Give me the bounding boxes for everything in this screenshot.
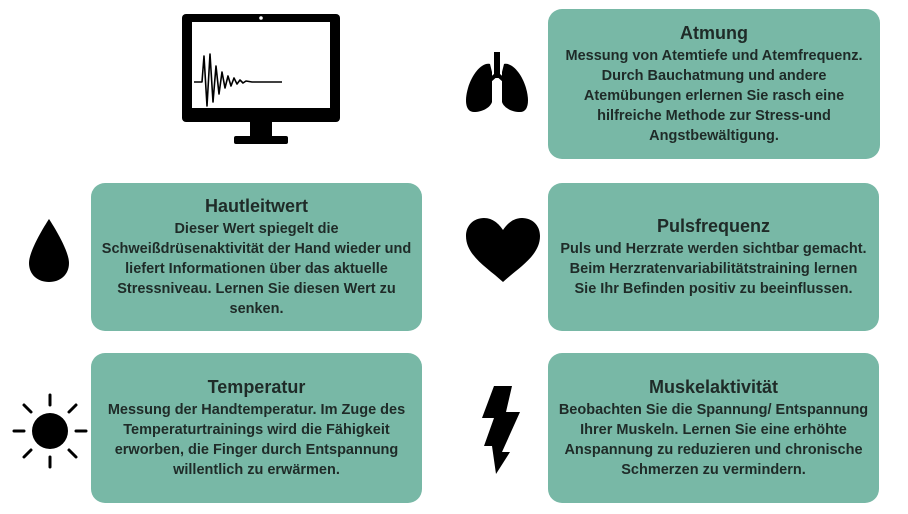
card-text: Beobachten Sie die Spannung/ Entspannung Ihrer Muskeln. Lernen Sie eine erhöhte Anspannung zu reduzieren und chronische Schmerzen zu vermindern.	[558, 402, 869, 478]
card-text: Puls und Herzrate werden sichtbar gemacht. Beim Herzratenvariabilitätstraining lernen Sie Ihr Befinden positiv zu beeinflussen.	[560, 241, 867, 297]
lightning-bolt-icon	[480, 386, 528, 474]
card-pulsfrequenz	[548, 183, 879, 331]
sun-icon	[12, 393, 88, 469]
card-temperatur	[91, 353, 422, 503]
lungs-icon	[464, 52, 530, 114]
card-title: Atmung	[680, 23, 748, 43]
card-atmung	[548, 9, 880, 159]
monitor-icon	[182, 14, 340, 146]
droplet-icon	[27, 219, 71, 283]
card-title: Muskelaktivität	[648, 377, 779, 397]
card-title: Temperatur	[207, 377, 306, 397]
card-text: Dieser Wert spiegelt die Schweißdrüsenaktivität der Hand wieder und liefert Informationen über das aktuelle Stressniveau. Lernen Sie diesen Wert zu senken.	[101, 221, 412, 317]
card-text: Messung von Atemtiefe und Atemfrequenz. Durch Bauchatmung und andere Atemübungen erlernen Sie rasch eine hilfreiche Methode zur Stress-und Angstbewältigung.	[565, 48, 863, 144]
card-title: Hautleitwert	[204, 196, 309, 216]
heart-icon	[466, 218, 540, 282]
card-title: Pulsfrequenz	[656, 216, 771, 236]
card-hautleitwert	[91, 183, 422, 331]
card-text: Messung der Handtemperatur. Im Zuge des Temperaturtrainings wird die Fähigkeit erworben, die Finger durch Entspannung willentlich zu erwärmen.	[107, 402, 406, 478]
card-muskelaktivitaet	[548, 353, 879, 503]
